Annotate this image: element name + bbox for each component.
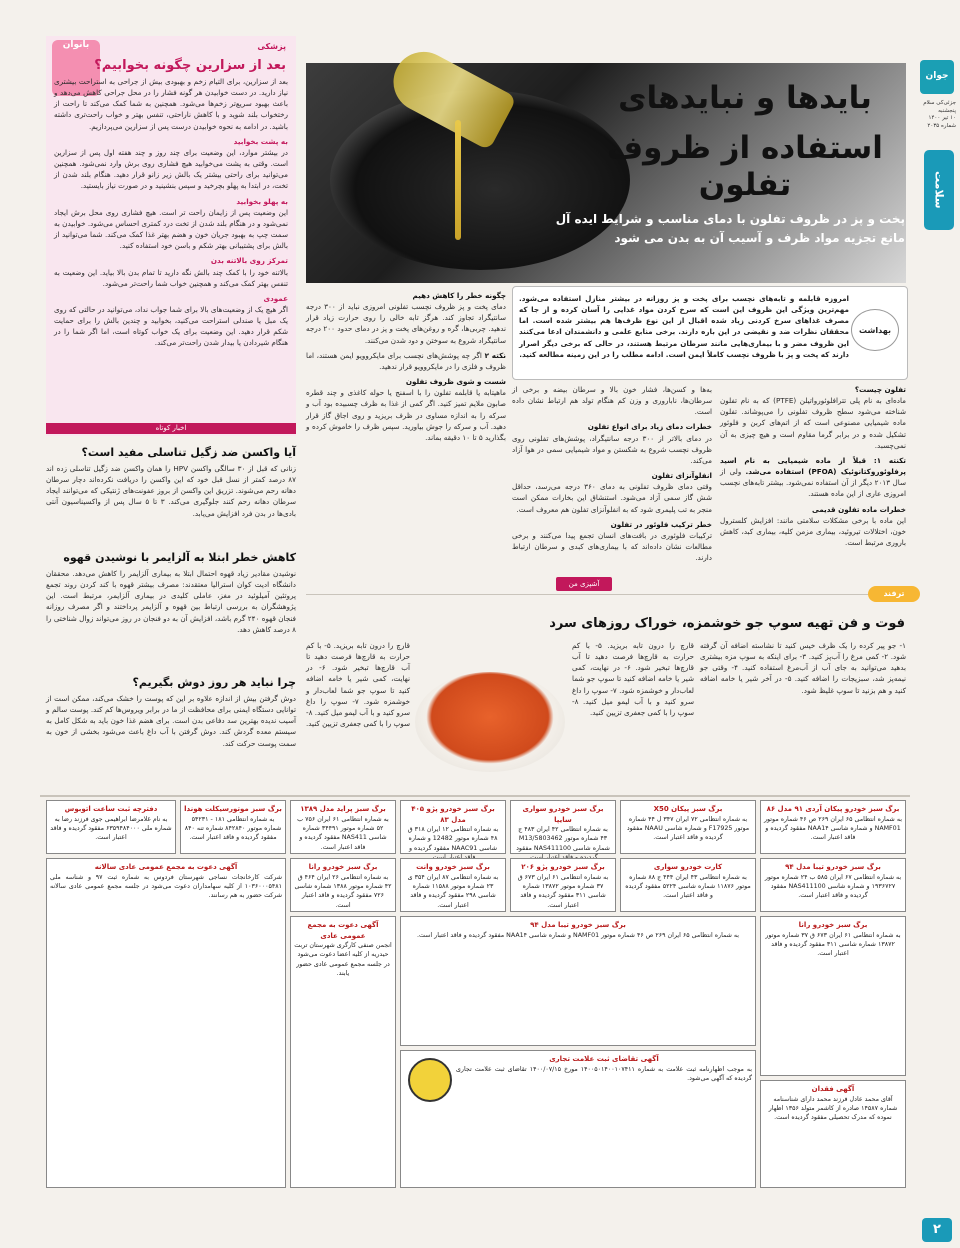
article-paragraph: ماده‌ای به نام پلی تترافلوئورواتیلن (PTFE) که به نام تفلون شناخته می‌شود سطح ظروف تفلونی را می‌پوشاند. تفلون ماده شیمیایی مصنوعی است که از اتم‌های کربن و فلوئور تشکیل شده و در برابر گرما مقاوم است و هیچ چیزی به آن نمی‌چسبد. (720, 396, 906, 450)
health-intro-text: امروزه قابلمه و تابه‌های نچسب برای پخت و پز روزانه در بیشتر منازل استفاده می‌شود. مهم‌ترین ویژگی این ظروف این است که سرخ کردن مواد غذایی را آسان کرده و از جا که مصرف غذاهای سرخ کردنی زیاد شده اقبال از این نوع ظرف‌ها هم بیشتر شده است. اما محققان نظرات ضد و نقیضی در این باره دارند. برخی منابع علمی و دانشمندان ادعا می‌کنند این ظروف مضر و با بیماری‌هایی مانند سرطان مرتبط هستند، در حالی که برخی دیگر اصرار دارند که پخت و پز با ظروف نچسب کاملاً ایمن است. ادامه مطلب را در این زمینه مطالعه کنید. (519, 294, 849, 359)
women-subhead: عمودی (263, 293, 288, 303)
recipe-category: ترفند (868, 586, 920, 602)
recipe-text-extra: قارچ را درون تابه بریزید. ۵- با کم حرارت به قارچ‌ها فرصت دهید تا آب قارچ‌ها تبخیر شود. ۶- در نهایت، کمی شیر یا خامه اضافه کنید تا سوپ جو شما لعاب‌دار و خوشمزه شود. ۷- سوپ را داغ سرو کنید و با آب لیمو میل کنید. ۸- سوپ را با کمی جعفری تزیین کنید. (306, 641, 410, 729)
article-subhead: تفلون چیست؟ (854, 385, 906, 394)
ad-text: به شماره انتظامی ۶۱ ایران ۶۷۳ ق ۳۷ شماره موتور ۱۳۸۷۲ شماره شاسی ۳۱۱ مفقود گردیده و فاقد اعتبار است. (765, 931, 901, 958)
ad-title: آگهی دعوت به مجمع عمومی عادی (307, 921, 379, 940)
recipe-title: فوت و فن تهیه سوپ جو خوشمزه، خوراک روزهای سرد (549, 616, 905, 631)
trademark-logo-icon (408, 1058, 452, 1102)
article-column-right (720, 384, 906, 584)
article-paragraph: به‌ها و کسن‌ها، فشار خون بالا و سرطان بیضه و برخی از سرطان‌ها، ناباروری و وزن کم هنگام تولد هم ارتباط نشان داده است. (512, 385, 712, 417)
loss-notice-ad (760, 1080, 906, 1188)
ad-text: به موجب اظهارنامه ثبت علامت به شماره ۱۴۰۰۵۰۱۴۰۰۱۰۷۴۱۱ مورخ ۱۴۰۰/۰۷/۱۵ تقاضای ثبت علامت تجاری گردیده که آگهی می‌شود. (456, 1065, 752, 1082)
ad-title: آگهی دعوت به مجمع عمومی عادی سالانه (94, 863, 238, 871)
ad-text: به شماره انتظامی ۶۵ ایران ۲۶۹ ص ۴۶ شماره موتور NAMF01 و شماره شاسی NAA1۴ مفقود گردیده و فاقد اعتبار است. (416, 931, 740, 939)
women-body (54, 76, 288, 431)
ad-title: برگ سبز خودرو سواری سایپا (522, 805, 604, 824)
short-news-label: اخبار کوتاه (46, 423, 296, 434)
ad-title: کارت خودرو سواری (653, 863, 723, 871)
recipe-bar-label: آشپزی‌ من (556, 577, 612, 591)
ad-title: برگ سبز پیکان X50 (653, 805, 723, 813)
classified-ad (510, 858, 616, 912)
dateline-3: ۱۰ تیر ۱۴۰۰ (928, 115, 956, 122)
newspaper-logo: جوان (920, 60, 954, 94)
ad-title: آگهی فقدان (811, 1085, 855, 1093)
article-subhead: خطر ترکیب فلوئور در تفلون (610, 519, 712, 529)
ad-text: به شماره انتظامی ۶۵ ایران ۲۶۹ ص ۴۶ شماره موتور NAMF01 و شماره شاسی NAA1۴ مفقود گردیده و فاقد اعتبار است. (764, 815, 902, 842)
women-intro: بعد از سزارین، برای التیام زخم و بهبودی بیش از جراحی به استراحت بیشتری نیاز دارید. در دست خوابیدن هر گونه فشار را در محل جراحی کاهش می‌دهد و باعث بهبود سریع‌تر زخم‌ها می‌شود. همچنین به شما کمک می‌کند تا راحت از رختخواب بلند شوید و با کاهش ناراحتی، تنفس بهتر و خواب راحت‌تری داشته باشید. در ادامه به نحوه خوابیدن درست پس از سزارین می‌پردازیم. (54, 77, 288, 131)
page-number: ۲ (922, 1218, 952, 1242)
recipe-text-left: قارچ را درون تابه بریزید. ۵- با کم حرارت به قارچ‌ها فرصت دهید تا آب قارچ‌ها تبخیر شود. ۶- در نهایت، کمی شیر یا خامه اضافه کنید تا سوپ جو شما لعاب‌دار و خوشمزه شود. ۷- سوپ را داغ سرو کنید و با آب لیمو میل کنید. ۸- سوپ را با کمی جعفری تزیین کنید. (572, 641, 694, 717)
health-intro-box (512, 286, 908, 380)
ad-title: آگهی تقاضای ثبت علامت تجاری (549, 1055, 659, 1063)
short-news-text: زنانی که قبل از ۳۰ سالگی واکسن HPV را همان واکسن ضد زگیل تناسلی زده اند ۸۷ درصد کمتر از نسل قبل خود که این واکسن را دریافت نکرده‌اند دچار سرطان دهانه رحم می‌شوند. تزریق این واکسن از بروز عفونت‌های ژنتیکی که می‌توانند ایجاد سرطان دهانه رحم کنند جلوگیری می‌کند. ۳ تا ۵ سال پس از واکسیناسیون آنتی بادی‌ها در بدن فرد افزایش می‌یابد. (46, 464, 296, 518)
women-subhead: تمرکز روی بالاتنه بدن (210, 256, 288, 266)
classified-ad (400, 916, 756, 1046)
ad-title: برگ سبز خودرو رانا (798, 921, 868, 929)
article-column-left (512, 384, 712, 584)
divider (40, 795, 910, 797)
classified-ad (400, 800, 506, 854)
short-news-title: آیا واکسن ضد زگیل تناسلی مفید است؟ (81, 446, 296, 459)
ad-text: به شماره انتظامی ۶۱ ایران ۶۷۳ ق ۳۷ شماره موتور ۱۳۸۷۲ شماره شاسی ۳۱۱ مفقود گردیده و فاقد اعتبار است. (517, 873, 609, 909)
article-paragraph: در دمای بالاتر از ۳۰۰ درجه سانتیگراد، پوشش‌های تفلونی روی ظروف نچسب شروع به شکستن و مواد شیمیایی سمی در هوا آزاد می‌کند. (512, 433, 712, 465)
ad-text: شرکت کارخانجات نساجی شهرستان فردوس به شماره ثبت ۹۷ و شناسه ملی ۱۰۳۶۰۰۰۵۴۸۱ از کلیه سهامداران دعوت می‌شود در جلسه مجمع عمومی عادی سالانه شرکت حضور به هم رسانند. (50, 873, 282, 900)
article-paragraph: این ماده با برخی مشکلات سلامتی مانند: افزایش کلسترول خون، اختلالات تیروئید، بیماری مزمن کلیه، بیماری کبد، کاهش باروری مرتبط است. (720, 515, 906, 548)
classified-ad (510, 800, 616, 854)
women-subhead: به پشت بخوابید (233, 136, 288, 146)
women-category: پزشکی (257, 42, 286, 51)
article-subhead: انفلوآنزای تفلون (651, 471, 712, 481)
notice-ad (46, 858, 286, 1188)
ad-text: انجمن صنفی کارگری شهرستان تربت حیدریه از کلیه اعضا دعوت می‌شود در جلسه مجمع عمومی عادی حضور یابند. (294, 942, 392, 978)
article-subhead: نکته ۲ (484, 350, 506, 360)
ad-text: به شماره انتظامی ۱۸۱ - ۵۴۲۳۱ شماره موتور ۸۴۲۸۴۰ شماره تنه ۸۴۰ مفقود گردیده و فاقد اعتبار است. (184, 815, 282, 842)
classified-ad (620, 858, 756, 912)
classified-ad (46, 800, 176, 854)
article-subhead: خطرات ماده تفلون قدیمی (811, 504, 906, 514)
ad-text: به شماره انتظامی ۶۷ ایران ۵۸۵ ب ۲۴ شماره موتور ۱۹۳۶۷۲۷ و شماره شاسی NAS411100 مفقود گردیده و فاقد اعتبار است. (764, 873, 902, 900)
women-paragraph: در بیشتر موارد، این وضعیت برای چند روز و چند هفته اول پس از سزارین است. وقتی به پشت می‌خوابید هیچ فشاری روی برش وارد نمی‌شود. همچنین می‌توانید برای راحتی بیشتر یک بالش زیر زانو قرار دهید. هنگام بلند شدن از تخت، در ابتدا به پهلو بچرخید و سپس بنشینید و در صورت نیاز بایستید. (54, 147, 288, 191)
short-news-column (46, 440, 296, 840)
article-paragraph: ترکیبات فلوئوری در بافت‌های انسان تجمع پیدا می‌کنند و برخی مطالعات نشان داده‌اند که با بیماری‌های کبدی و سرطان ارتباط دارند. (512, 530, 712, 563)
dateline-4: شماره ۲۰۳۵ (927, 123, 956, 130)
ad-text: به شماره انتظامی ۴۳ ایران ۴۴۴ ج ۸۸ شماره موتور ۱۱۸۷۶ شماره شاسی ۵۲۲۴ مفقود گردیده و فاقد اعتبار است. (625, 873, 751, 900)
ad-text: به شماره انتظامی ۷۲ ایران ۳۴۷ ل ۴۴ شماره موتور F17925 و شماره شاسی NAAU مفقود گردیده و فاقد اعتبار است. (626, 815, 750, 842)
women-paragraph: اگر هیچ یک از وضعیت‌های بالا برای شما جواب نداد، می‌توانید در حالتی که روی یک مبل یا صندلی استراحت می‌کنید، بخوابید و چندین بالش را برای حمایت شکم قرار دهید. این وضعیت برای یک خواب کوتاه است، اما اگر شما را در هنگام شیردادن یا بیدار شدن راحت‌تر می‌کند. (54, 304, 288, 348)
article-paragraph: ولی از سال ۲۰۱۳ دیگر از آن استفاده نمی‌شود. بیشتر تابه‌های نچسب امروزی عاری از این ماده هستند. (720, 467, 906, 499)
classified-ad (620, 800, 756, 854)
health-badge: بهداشت (851, 309, 899, 351)
ad-text: به شماره انتظامی ۱۲ ایران ۳۱۸ ق ۴۸ شماره موتور 12482 و شماره شاسی NAAC91 مفقود گردیده و (407, 826, 499, 852)
ad-text: به نام غلامرضا ابراهیمی جوی فرزند رضا به شماره ملی ۶۳۵۹۴۸۴۰۰۰ مفقود گردیده و فاقد اعتبار است. (50, 815, 172, 842)
ad-title: برگ سبز موتورسیکلت هوندا (184, 805, 282, 813)
dateline-1: جزئی‌کی سلام (923, 100, 956, 106)
ad-title: برگ سبز خودرو تیبا مدل ۹۴ (530, 921, 626, 929)
article-column-mid (306, 290, 506, 584)
short-news-title: کاهش خطر ابتلا به آلزایمر با نوشیدن قهوه (63, 551, 296, 564)
short-news-text: دوش گرفتن بیش از اندازه علاوه بر این که پوست را خشک می‌کند، ممکن است از توانایی دستگاه ایمنی برای محافظت از ما در برابر ویروس‌ها کم کند. پوست سالم و آسیب ندیده بهترین سد دفاعی بدن است. برای هضم غذا خون باید به شکل کامل به سیستم معده گردش کند. دوش گرفتن با آب داغ باعث می‌شود بخشی از خون به سمت پوست حرکت کند. (46, 694, 296, 748)
section-tab: سلامت (924, 150, 954, 230)
classified-ad (400, 858, 506, 912)
article-paragraph: ماهیتابه یا قابلمه تفلون را با اسفنج یا حوله کاغذی و چند قطره صابون ملایم تمیز کنید. اگر کمی از غذا به ظرف چسبیده بود آب و سرکه را به اندازه مساوی در ظرف بریزید و روی اجاق گاز قرار دهید. آب و سرکه را جوش بیاورید. سپس ظرف را خاموش کرده و بگذارید ۵ تا ۱۰ دقیقه بماند. (306, 388, 506, 442)
women-paragraph: این وضعیت پس از زایمان راحت تر است. هیچ فشاری روی محل برش ایجاد نمی‌شود و در هنگام بلند شدن از تخت درد کمتری احساس می‌شود. خوابیدن به سمت چپ به بهبود جریان خون و هضم بهتر غذا کمک می‌کند. شما می‌توانید از بالش برای پشتیبانی بهتر شکم و باسن خود استفاده کنید. (54, 207, 288, 251)
ad-title: برگ سبز خودرو وانت (416, 863, 490, 871)
ad-title: برگ سبز خودرو پژو ۲۰۶ (521, 863, 605, 871)
dateline (912, 100, 956, 131)
article-paragraph: وقتی دمای ظروف تفلونی به دمای ۳۶۰ درجه می‌رسد، حداقل شش گاز سمی آزاد می‌شود. استنشاق این بخارات ممکن است منجر به تب پلیمری شود که به انفلوآنزای تفلون هم معروف است. (512, 482, 712, 514)
soup-photo (415, 672, 565, 772)
hero-title-line2: استفاده از ظروف تفلون (607, 130, 883, 204)
classified-ad (760, 800, 906, 854)
hero-title (585, 72, 905, 202)
classified-ad (760, 858, 906, 912)
hero-lead-line1: پخت و پز در ظروف تفلون با دمای مناسب و شرایط ایده آل (555, 212, 905, 226)
ad-text: به شماره انتظامی ۶۱ ایران ۷۵۶ ب ۵۲ شماره موتور ۳۴۴۹۱ شماره شاسی NAS411 مفقود گردیده و فاقد اعتبار است. (297, 815, 389, 851)
women-title: بعد از سزارین چگونه بخوابیم؟ (94, 58, 286, 73)
women-subhead: به پهلو بخوابید (236, 196, 288, 206)
divider (306, 594, 906, 595)
short-news-text: نوشیدن مقادیر زیاد قهوه احتمال ابتلا به بیماری آلزایمر را کاهش می‌دهد. محققان دانشگاه ادیت کوان استرالیا معتقدند: مصرف بیشتر قهوه با کند کردن روند تجمع پروتئین آمیلوئید در مغز، عاملی کلیدی در بیماری آلزایمر، مرتبط است. این پژوهشگران به بررسی ارتباط بین قهوه و آلزایمر پرداختند و اگر مصرف روزانه فنجان قهوه ۲۴۰ گرم باشد، افزایش آن به دو فنجان در روز می‌تواند زوال شناختی را ۸ درصد کاهش دهد. (46, 569, 296, 634)
classified-ad (290, 800, 396, 854)
dateline-2: پنجشنبه (938, 107, 956, 114)
women-column (46, 36, 296, 436)
ad-title: برگ سبز خودرو پژو ۴۰۵ مدل ۸۳ (411, 805, 495, 824)
classified-ad (760, 916, 906, 1076)
ad-title: دفترچه ثبت ساعت اتوبوس (64, 805, 158, 813)
classified-ad (180, 800, 286, 854)
notice-ad (290, 916, 396, 1188)
recipe-text-right: ۱- جو پیر کرده را یک ظرف خیس کنید تا نشاسته اضافه آن گرفته شود. ۲- کمی مرغ را آب‌پز کنید. ۳- برای اینکه به سوپ مزه بیشتری بدهید می‌توانید به جای آب از آب‌مرغ استفاده کنید. ۴- وقتی جو نیمه‌پز شد، سبزیجات را اضافه کنید. ۵- در آخر شیر یا خامه اضافه کنید و هم بزنید تا سوپ غلیظ شود. (700, 641, 906, 695)
women-paragraph: بالاتنه خود را با کمک چند بالش نگه دارید تا تمام بدن بالا بیاید. این وضعیت به تنفس بهتر کمک می‌کند و همچنین خواب شما راحت‌تر می‌شود. (54, 267, 288, 288)
ad-text: به شماره انتظامی ۸۷ ایران ۳۵۴ ی ۲۳ شماره موتور ۱۱۵۸۸ شماره شاسی ۲۹۸ مفقود گردیده و فاقد اعتبار است. (407, 873, 499, 909)
article-subhead: خطرات دمای زیاد برای انواع تفلون (587, 422, 712, 432)
trademark-ad (400, 1050, 756, 1188)
ad-text: به شماره انتظامی ۲۶ ایران ۴۶۴ ق ۴۲ شماره موتور ۱۳۸۸ شماره شاسی ۷۲۶ مفقود گردیده و فاقد اعتبار است. (294, 873, 392, 909)
short-news-title: چرا نباید هر روز دوش بگیریم؟ (132, 676, 296, 689)
article-paragraph: اگر چه پوشش‌های نچسب برای مایکروویو ایمن هستند، اما ظروف و فلزی را در مایکروویو قرار ندهید. (306, 350, 506, 371)
ad-title: برگ سبز خودرو پیکان آردی ۹۱ مدل ۸۶ (766, 805, 900, 813)
women-label: بانوان (62, 40, 90, 50)
ad-text: آقای محمد عادل فرزند محمد دارای شناسنامه شماره ۱۴۵۸۷ صادره از کاشمر متولد ۱۳۵۶ اظهار نموده که مدرک تحصیلی مفقود گردیده است. (768, 1095, 898, 1122)
article-paragraph: دمای پخت و پز ظروف نچسب تفلونی امروزی نباید از ۳۰۰ درجه سانتیگراد تجاوز کند. هرگز تابه خالی را روی حرارت زیاد قرار ندهید. چربی‌ها، گره و روغن‌های پخت و پز در دمای حدود ۲۰۰ درجه سانتیگراد شروع به سوختن و دود شدن می‌کنند. (306, 302, 506, 345)
hero-lead (330, 210, 905, 248)
ad-title: برگ سبز پراید مدل ۱۳۸۹ (300, 805, 386, 813)
ad-title: برگ سبز خودرو تیبا مدل ۹۴ (785, 863, 881, 871)
classified-ad (290, 858, 396, 912)
article-subhead: تکنته ۱: قبلاً از ماده شیمیایی به نام اسید پرفلوئوروکتانوئیک (PFOA) استفاده می‌شد. (720, 455, 907, 477)
hero-title-line1: بایدها و نبایدهای (618, 80, 872, 116)
hero-lead-line2: مانع تجزیه مواد ظرف و آسیب آن به بدن می شود (614, 231, 905, 246)
ad-title: برگ سبز خودرو رانا (308, 863, 378, 871)
article-subhead: شست و شوی ظروف تفلون (405, 377, 506, 387)
ad-text: به شماره انتظامی ۴۲ ایران ۴۸۳ ج ۴۳ شماره موتور M13/5803462 شماره شاسی NAS411100 مفقود (516, 826, 610, 852)
article-subhead: چگونه خطر را کاهش دهیم (412, 291, 506, 300)
